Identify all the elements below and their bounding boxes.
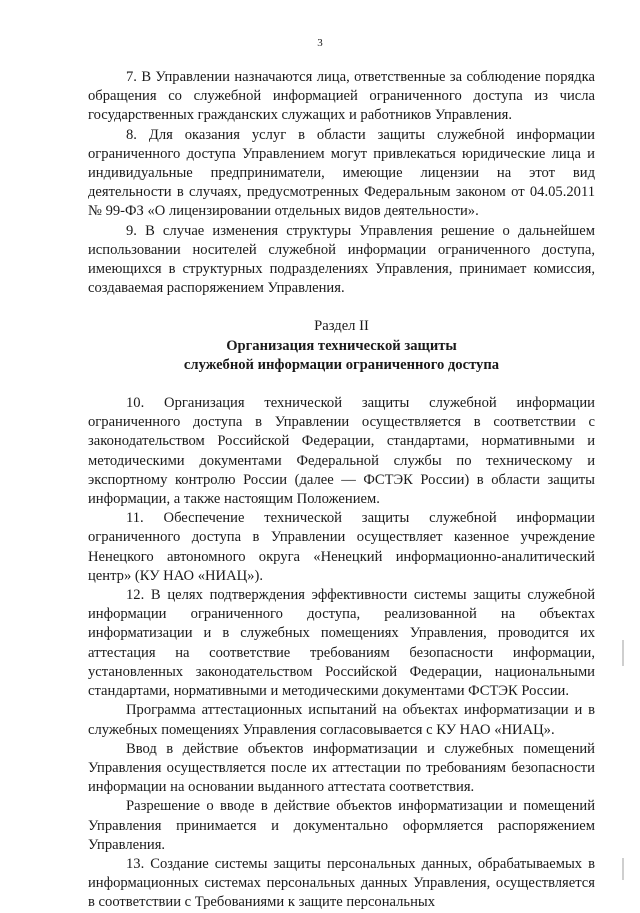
paragraph-11: 11. Обеспечение технической защиты служебной информации ограниченного доступа в Управлении осуществляет казенное учреждение Ненецкого автономного округа «Ненецкий информационно-аналитический центр» (КУ НАО «НИАЦ»). — [88, 510, 595, 584]
page-number: 3 — [317, 37, 323, 49]
paragraph-9: 9. В случае изменения структуры Управления решение о дальнейшем использовании носителей служебной информации ограниченного доступа, имеющихся в структурных подразделениях Управления, принимает комиссия, создаваемая распоряжением Управления. — [88, 222, 595, 297]
section-title-line-1: Организация технической защиты — [226, 337, 457, 354]
section-spacer — [88, 375, 595, 394]
paragraph-12-commissioning: Ввод в действие объектов информатизации и служебных помещений Управления осуществляется после их аттестации по требованиям безопасности информации на основании выданного аттестата соответствия. — [88, 740, 595, 796]
document-body — [88, 68, 595, 913]
paragraph-10: 10. Организация технической защиты служебной информации ограниченного доступа в Управлении осуществляется в соответствии с законодательством Российской Федерации, стандартами, нормативными и методическими документами Федеральной службы по техническому и экспортному контролю России (далее — ФСТЭК России) в области защиты информации, а также настоящим Положением. — [88, 395, 595, 508]
section-title-line-2: служебной информации ограниченного доступа — [183, 356, 500, 373]
paragraph-12-program: Программа аттестационных испытаний на объектах информатизации и в служебных помещениях Управления согласовывается с КУ НАО «НИАЦ». — [88, 702, 595, 738]
scan-edge-mark — [622, 640, 624, 666]
paragraph-13: 13. Создание системы защиты персональных данных, обрабатываемых в информационных системах персональных данных Управления, осуществляется в соответствии с Требованиями к защите персональных — [88, 855, 595, 911]
paragraph-12-permission: Разрешение о вводе в действие объектов информатизации и помещений Управления принимается и документально оформляется распоряжением Управления. — [88, 798, 595, 853]
paragraph-7: 7. В Управлении назначаются лица, ответственные за соблюдение порядка обращения со служебной информацией ограниченного доступа из числа государственных гражданских служащих и работников Управления. — [88, 69, 595, 124]
paragraph-8: 8. Для оказания услуг в области защиты служебной информации ограниченного доступа Управлением могут привлекаться юридические лица и индивидуальные предприниматели, имеющие лицензии на этот вид деятельности в случаях, предусмотренных Федеральным законом от 04.05.2011 № 99-ФЗ «О лицензировании отдельных видов деятельности». — [88, 126, 595, 220]
scan-edge-mark — [622, 858, 624, 880]
paragraph-12: 12. В целях подтверждения эффективности системы защиты служебной информации ограниченного доступа, реализованной на объектах информатизации и в служебных помещениях Управления, проводится их аттестация на соответствие требованиям безопасности информации, установленных законодательством Российской Федерации, национальными стандартами, нормативными и методическими документами ФСТЭК России. — [88, 587, 595, 700]
section-number: Раздел II — [314, 318, 369, 335]
